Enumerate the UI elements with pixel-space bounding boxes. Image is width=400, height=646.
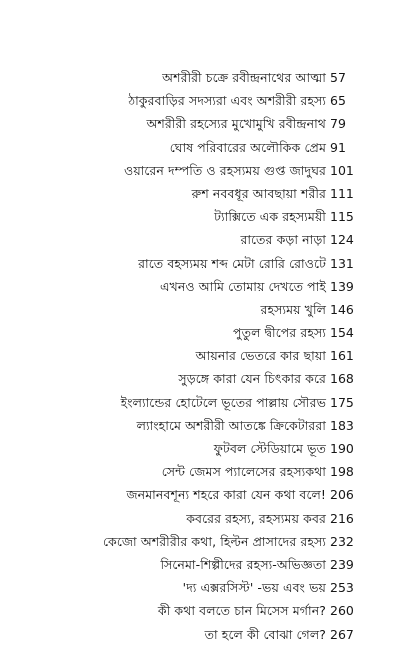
toc-entry [0,576,400,599]
toc-entry-page-number: 175 [330,394,354,410]
toc-entry [0,321,400,344]
toc-entry-page-number: 79 [330,116,346,132]
toc-entry-title: কবরের রহস্য, রহস্যময় কবর [186,510,326,526]
toc-entry [0,623,400,646]
toc-entry-page-number: 260 [330,603,354,619]
toc-entry-title: সুড়ঙ্গে কারা যেন চিৎকার করে [178,371,326,387]
toc-entry [0,483,400,506]
toc-entry-page-number: 124 [330,232,354,248]
toc-entry [0,344,400,367]
toc-entry [0,367,400,390]
toc-entry-title: সেন্ট জেমস প্যালেসের রহস্যকথা [161,464,326,480]
toc-entry-page-number: 57 [330,70,346,85]
toc-entry [0,136,400,159]
table-of-contents [0,66,400,646]
toc-entry-title: ট্যাক্সিতে এক রহস্যময়ী [214,209,326,225]
toc-entry-title: রহস্যময় খুলি [260,301,326,317]
toc-entry-page-number: 168 [330,371,354,387]
toc-entry-page-number: 198 [330,464,354,480]
toc-entry [0,112,400,135]
toc-entry-page-number: 101 [330,162,354,178]
toc-entry-page-number: 161 [330,348,354,364]
toc-entry-title: রুশ নববধূর আবছায়া শরীর [191,185,326,201]
toc-entry-page-number: 111 [330,185,354,201]
toc-entry-title: কেজো অশরীরীর কথা, হিল্টন প্রাসাদের রহস্য [102,533,326,549]
toc-entry [0,599,400,622]
toc-entry-title: রাতে বহস্যময় শব্দ মেটা রোরি রোওটে [138,255,326,271]
toc-entry [0,159,400,182]
toc-entry-title: ওয়ারেন দম্পতি ও রহস্যময় গুপ্ত জাদুঘর [124,162,326,178]
toc-entry-page-number: 131 [330,255,354,271]
toc-entry-title: জনমানবশূন্য শহরে কারা যেন কথা বলে! [126,487,326,503]
toc-entry [0,66,400,89]
toc-entry-title: ইংল্যান্ডের হোটেলে ভূতের পাল্লায় সৌরভ [120,394,326,410]
toc-entry-title: কী কথা বলতে চান মিসেস মর্গান? [157,603,326,619]
toc-entry-title: 'দ্য এক্সরসিস্ট' -ভয় এবং ভয় [182,580,326,596]
toc-entry [0,460,400,483]
toc-entry-title: পুতুল দ্বীপের রহস্য [233,325,326,341]
toc-entry-title: রাতের কড়া নাড়া [240,232,326,248]
toc-entry [0,205,400,228]
toc-entry [0,89,400,112]
toc-entry-page-number: 206 [330,487,354,503]
toc-entry-title: তা হলে কী বোঝা গেল? [204,626,326,642]
toc-entry [0,553,400,576]
toc-entry [0,182,400,205]
toc-entry-page-number: 239 [330,556,354,572]
toc-entry-title: এখনও আমি তোমায় দেখতে পাই [159,278,326,294]
toc-entry-title: অশরীরী চক্রে রবীন্দ্রনাথের আত্মা [162,70,326,85]
toc-entry-title: সিনেমা-শিল্পীদের রহস্য-অভিজ্ঞতা [160,556,326,572]
toc-entry-page-number: 190 [330,441,354,456]
toc-entry [0,275,400,298]
toc-entry [0,228,400,251]
toc-entry [0,414,400,437]
toc-entry [0,252,400,275]
toc-entry-title: ঘোষ পরিবারের অলৌকিক প্রেম [169,139,326,155]
toc-entry [0,507,400,530]
toc-entry-title: ঠাকুরবাড়ির সদস্যরা এবং অশরীরী রহস্য [128,93,326,109]
toc-entry-title: অশরীরী রহস্যের মুখোমুখি রবীন্দ্রনাথ [146,116,326,132]
toc-entry-page-number: 253 [330,580,354,596]
toc-entry-page-number: 146 [330,301,354,317]
toc-entry [0,530,400,553]
toc-entry-page-number: 115 [330,209,354,225]
toc-entry-title: আয়নার ভেতরে কার ছায়া [195,348,326,364]
toc-entry-page-number: 232 [330,533,354,549]
toc-entry-page-number: 267 [330,626,354,642]
toc-entry-page-number: 183 [330,417,354,433]
toc-entry-page-number: 139 [330,278,354,294]
toc-entry-page-number: 154 [330,325,354,341]
toc-entry-title: ল্যাংহামে অশরীরী আতঙ্কে ক্রিকেটাররা [136,417,326,433]
toc-entry [0,298,400,321]
toc-entry [0,437,400,460]
toc-entry-page-number: 65 [330,93,346,109]
toc-entry [0,391,400,414]
toc-entry-page-number: 216 [330,510,354,526]
toc-entry-title: ফুটবল স্টেডিয়ামে ভূত [213,441,326,456]
toc-entry-page-number: 91 [330,139,346,155]
